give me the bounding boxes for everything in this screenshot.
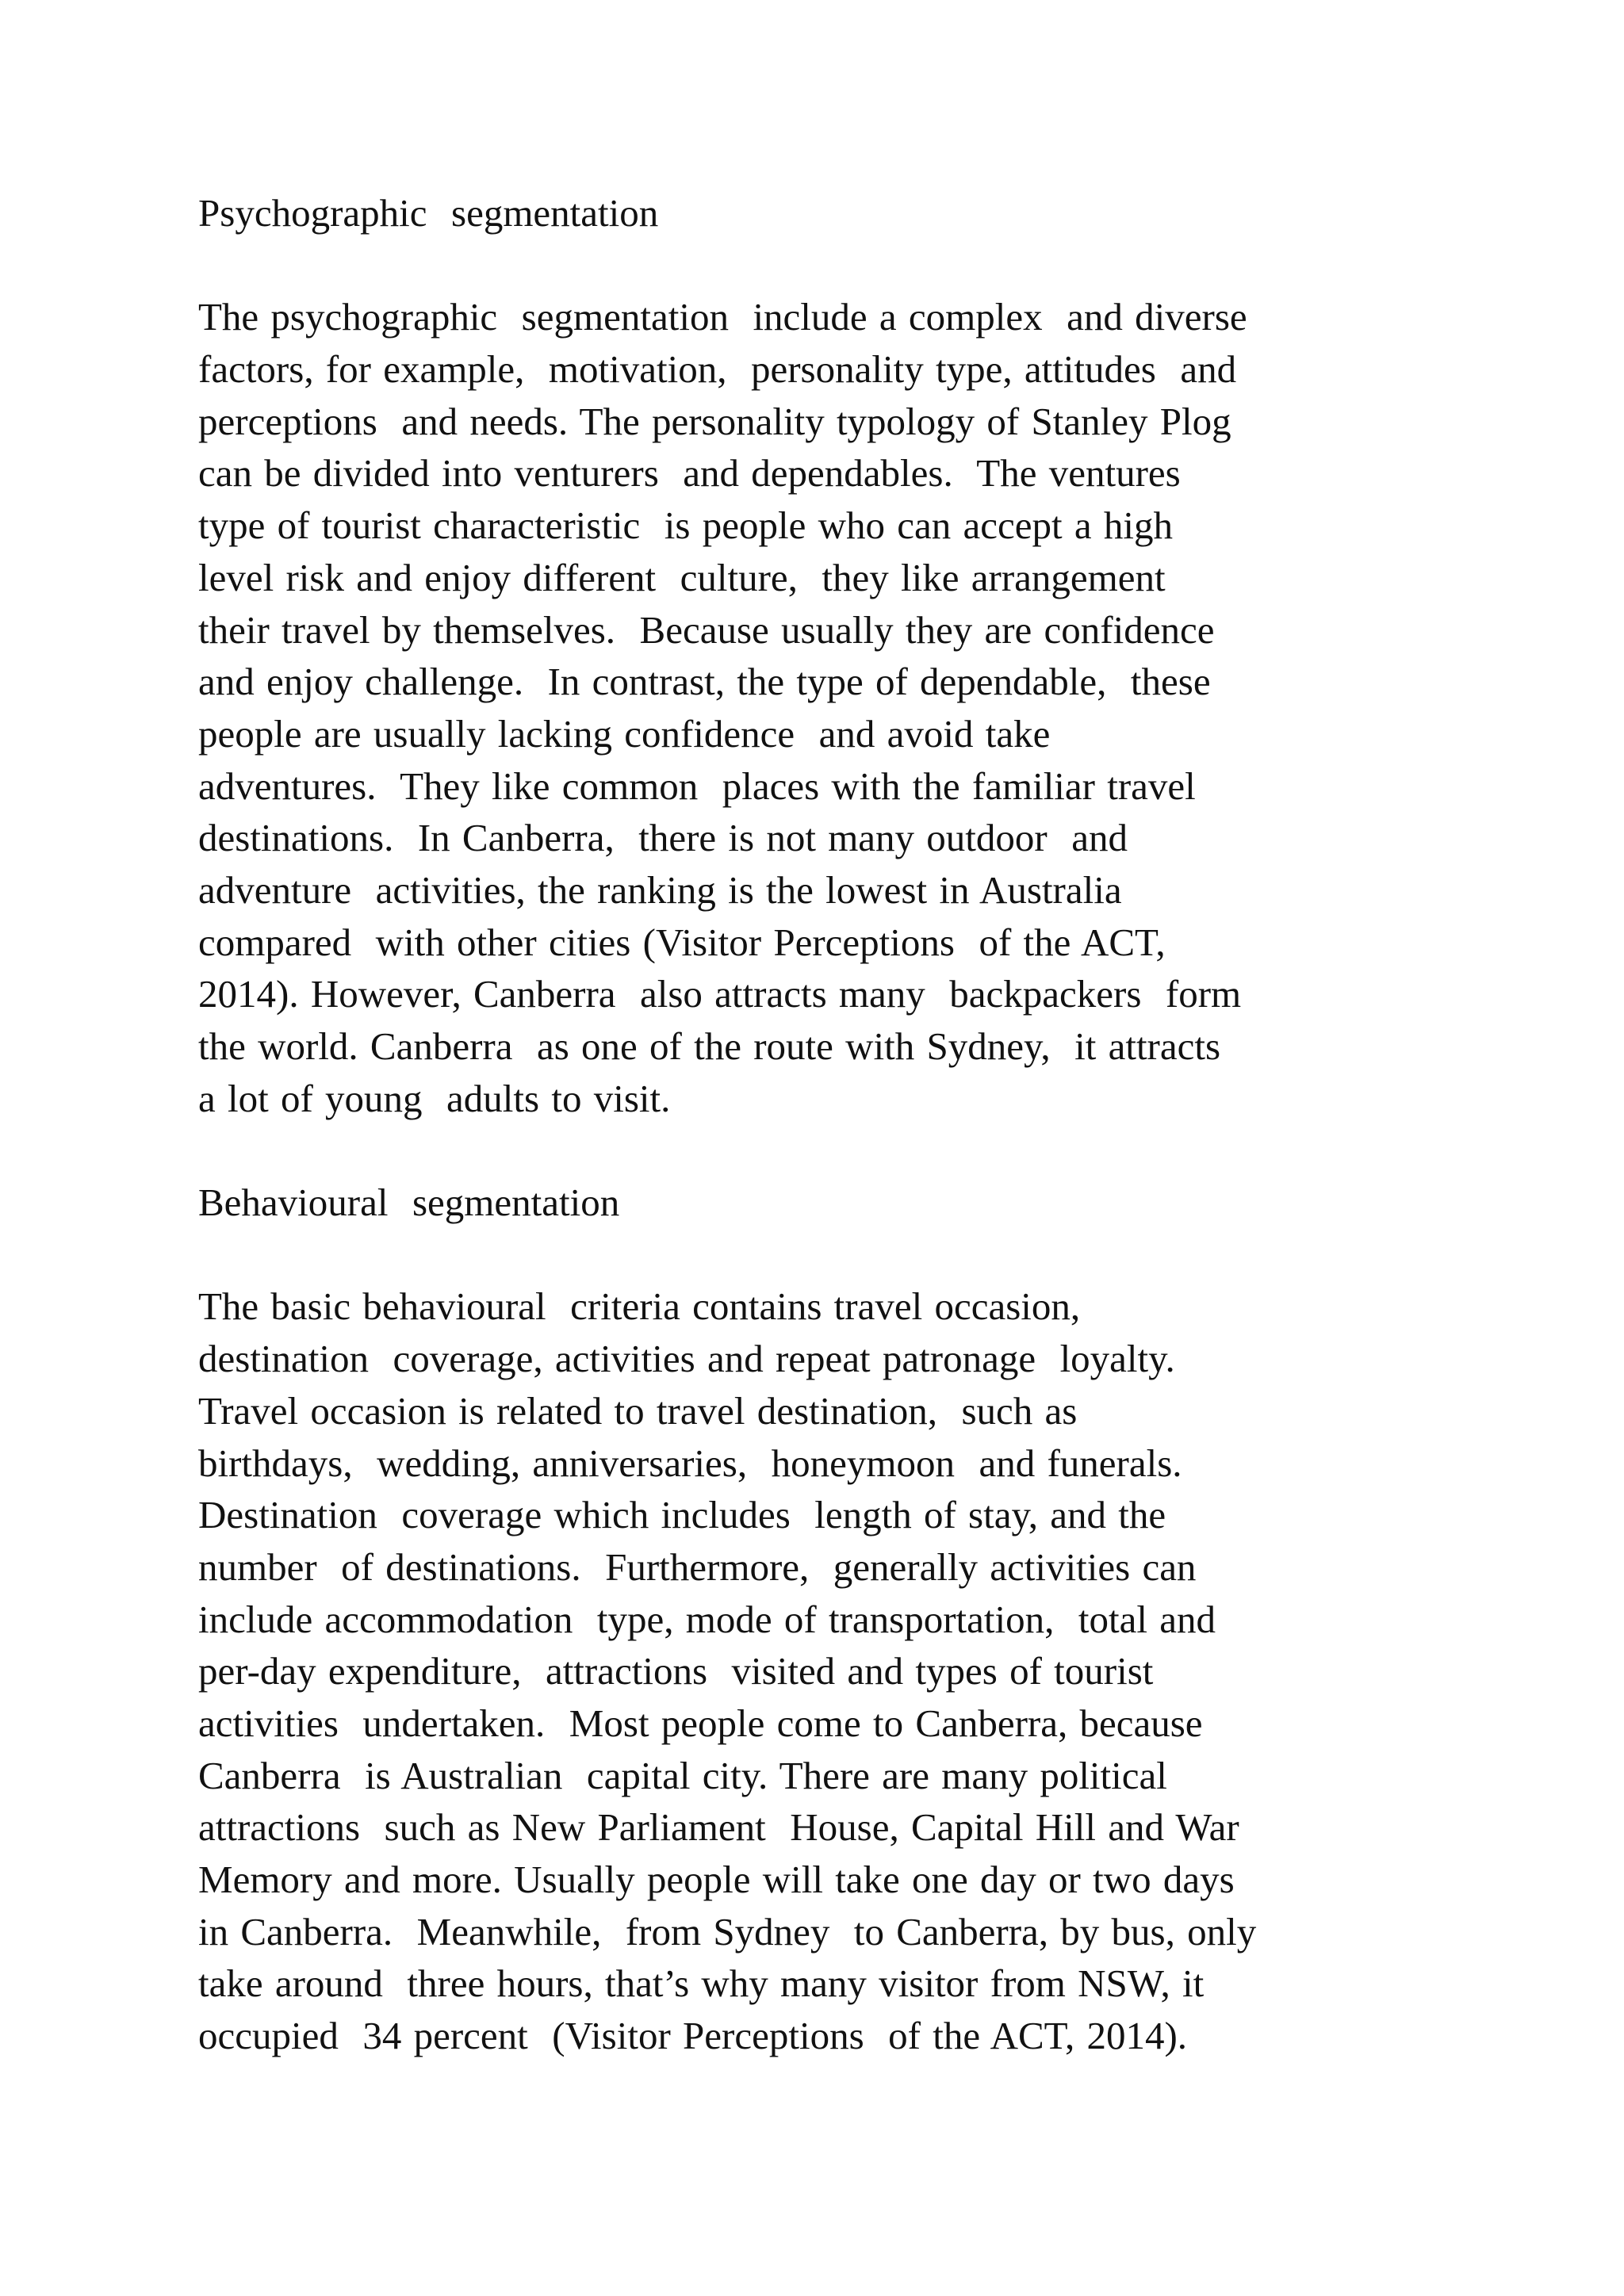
paragraph-line: level risk and enjoy different culture, they like arrangement [198, 555, 1166, 599]
paragraph-behavioural [198, 1280, 1499, 2061]
spacer [198, 239, 1499, 292]
paragraph-line: per-day expenditure, attractions visited and types of tourist [198, 1649, 1154, 1693]
paragraph-line: Canberra is Australian capital city. There are many political [198, 1753, 1167, 1797]
paragraph-line: destination coverage, activities and repeat patronage loyalty. [198, 1337, 1175, 1381]
paragraph-line: can be divided into venturers and dependables. The ventures [198, 451, 1181, 496]
paragraph-line: factors, for example, motivation, personality type, attitudes and [198, 347, 1237, 392]
paragraph-line: birthdays, wedding, anniversaries, honeymoon and funerals. [198, 1441, 1182, 1485]
paragraph-line: people are usually lacking confidence and avoid take [198, 711, 1051, 756]
paragraph-line: activities undertaken. Most people come to Canberra, because [198, 1701, 1203, 1745]
paragraph-line: attractions such as New Parliament House, Capital Hill and War [198, 1805, 1239, 1850]
spacer [198, 1124, 1499, 1177]
paragraph-line: adventure activities, the ranking is the lowest in Australia [198, 867, 1122, 912]
section-heading-psychographic: Psychographic segmentation [198, 191, 659, 235]
paragraph-line: The basic behavioural criteria contains travel occasion, [198, 1284, 1081, 1329]
paragraph-line: occupied 34 percent (Visitor Perceptions of the ACT, 2014). [198, 2014, 1188, 2058]
paragraph-line: and enjoy challenge. In contrast, the type of dependable, these [198, 660, 1211, 704]
paragraph-line: compared with other cities (Visitor Perceptions of the ACT, [198, 920, 1166, 964]
paragraph-line: take around three hours, that’s why many visitor from NSW, it [198, 1961, 1205, 2006]
paragraph-line: Destination coverage which includes length of stay, and the [198, 1493, 1166, 1537]
paragraph-line: adventures. They like common places with the familiar travel [198, 763, 1196, 808]
paragraph-line: their travel by themselves. Because usually they are confidence [198, 607, 1215, 652]
paragraph-line: destinations. In Canberra, there is not many outdoor and [198, 816, 1128, 860]
paragraph-line: The psychographic segmentation include a complex and diverse [198, 295, 1247, 339]
paragraph-line: Travel occasion is related to travel destination, such as [198, 1388, 1078, 1433]
paragraph-line: the world. Canberra as one of the route with Sydney, it attracts [198, 1024, 1221, 1068]
paragraph-line: perceptions and needs. The personality typology of Stanley Plog [198, 399, 1231, 443]
paragraph-line: include accommodation type, mode of transportation, total and [198, 1597, 1216, 1641]
paragraph-line: Memory and more. Usually people will take one day or two days [198, 1858, 1235, 1901]
document-body [198, 187, 1499, 2062]
spacer [198, 1229, 1499, 1281]
paragraph-line: in Canberra. Meanwhile, from Sydney to Canberra, by bus, only [198, 1909, 1257, 1954]
paragraph-psychographic [198, 291, 1499, 1124]
section-heading-behavioural: Behavioural segmentation [198, 1181, 620, 1225]
paragraph-line: a lot of young adults to visit. [198, 1076, 671, 1120]
paragraph-line: type of tourist characteristic is people who can accept a high [198, 503, 1173, 548]
paragraph-line: number of destinations. Furthermore, generally activities can [198, 1544, 1197, 1589]
paragraph-line: 2014). However, Canberra also attracts many backpackers form [198, 972, 1242, 1016]
